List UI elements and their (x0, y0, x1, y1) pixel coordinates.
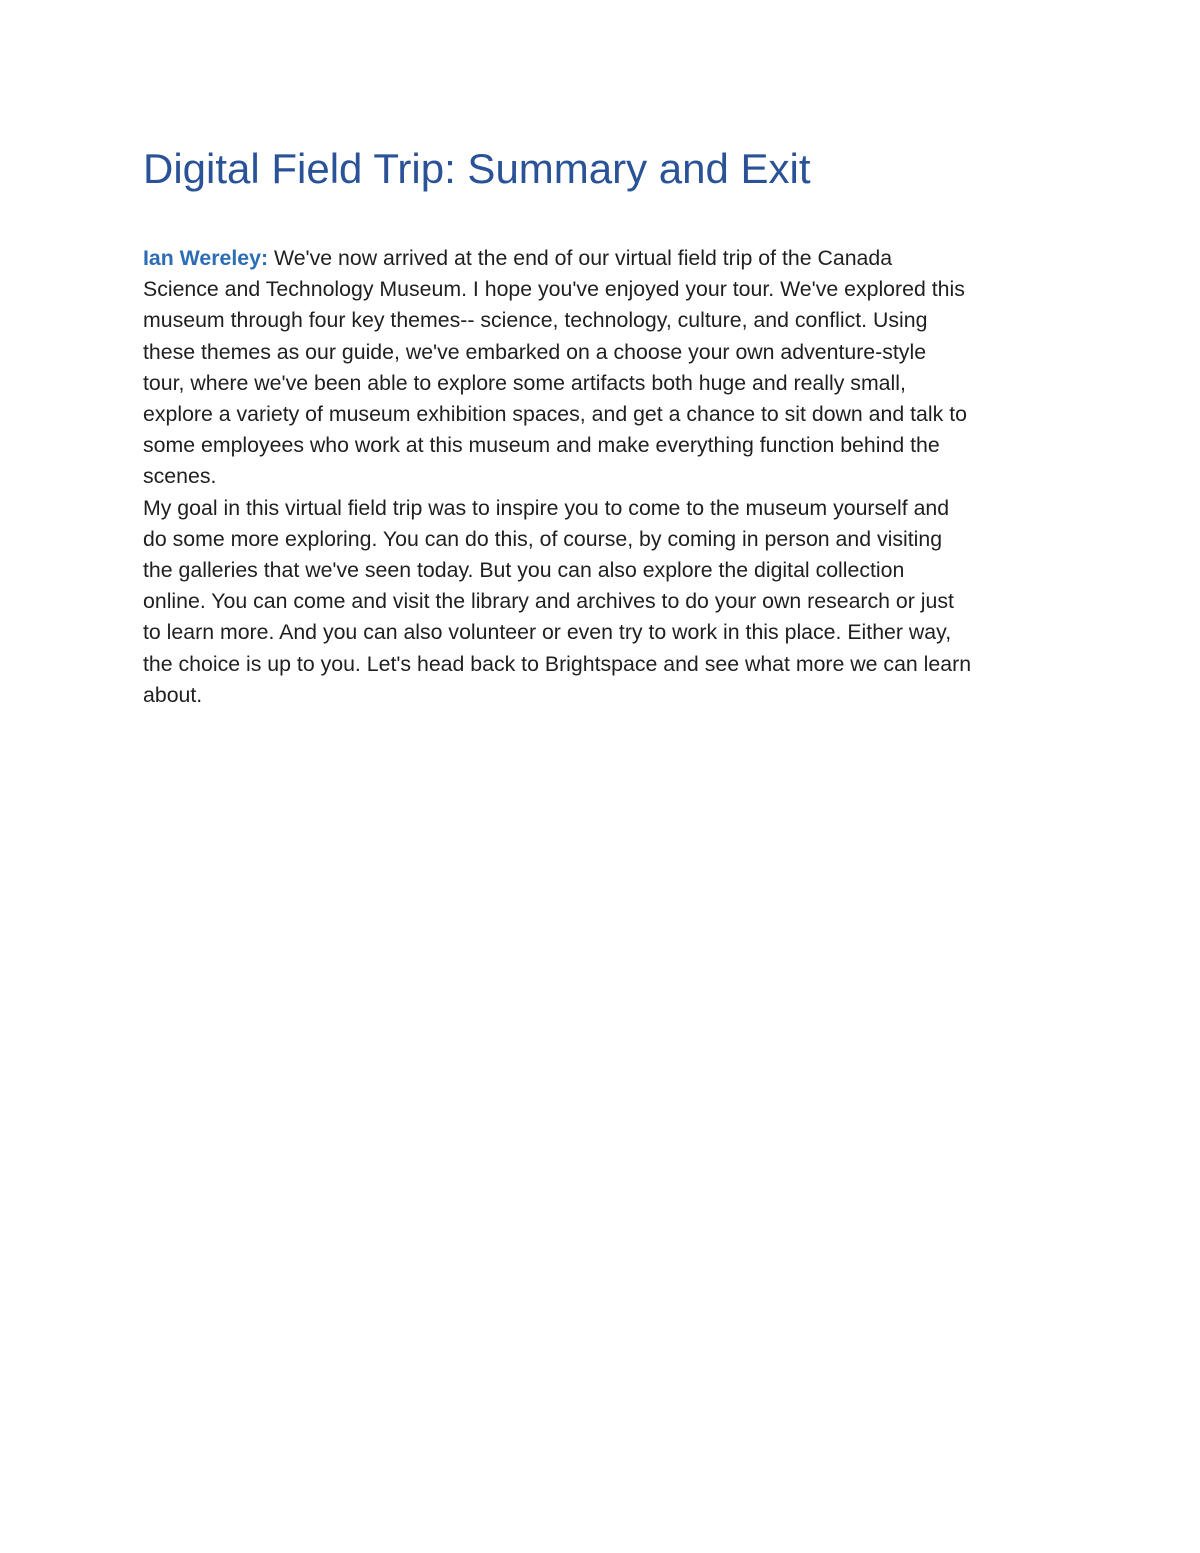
text-line: do some more exploring. You can do this, of course, by coming in person and visiting (143, 526, 943, 551)
text-line: the galleries that we've seen today. But you can also explore the digital collection (143, 558, 905, 583)
text-line: My goal in this virtual field trip was to inspire you to come to the museum yourself and (143, 495, 950, 520)
page-title: Digital Field Trip: Summary and Exit (143, 145, 811, 192)
text-line: tour, where we've been able to explore some artifacts both huge and really small, (143, 370, 906, 395)
text-line: Science and Technology Museum. I hope you've enjoyed your tour. We've explored this (143, 277, 965, 302)
text-line: some employees who work at this museum and make everything function behind the (143, 433, 940, 458)
text-line: explore a variety of museum exhibition spaces, and get a chance to sit down and talk to (143, 402, 967, 427)
text-line: online. You can come and visit the library and archives to do your own research or just (143, 589, 954, 614)
transcript-body (143, 243, 1063, 711)
text-line: scenes. (143, 464, 217, 489)
speaker-name: Ian Wereley: (143, 246, 269, 270)
text-line-content: We've now arrived at the end of our virtual field trip of the Canada (268, 246, 893, 270)
transcript-paragraph-1 (143, 243, 1063, 493)
text-line: the choice is up to you. Let's head back to Brightspace and see what more we can learn (143, 651, 972, 676)
text-line (143, 243, 1063, 274)
transcript-paragraph-2 (143, 493, 1063, 711)
text-line: these themes as our guide, we've embarked on a choose your own adventure-style (143, 339, 927, 364)
text-line: museum through four key themes-- science, technology, culture, and conflict. Using (143, 308, 928, 333)
text-line: to learn more. And you can also volunteer or even try to work in this place. Either way, (143, 620, 952, 645)
text-line: about. (143, 682, 203, 707)
